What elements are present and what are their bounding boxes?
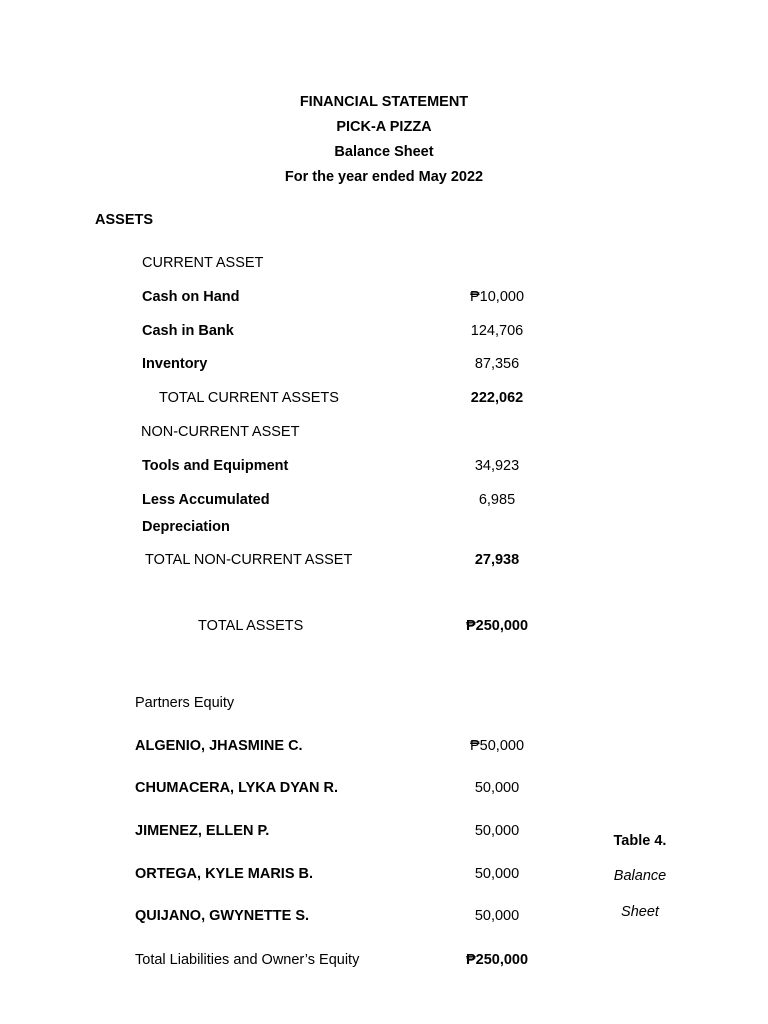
- row-value: 6,985: [478, 492, 516, 508]
- statement-title: FINANCIAL STATEMENT: [299, 94, 469, 110]
- partner-name: CHUMACERA, LYKA DYAN R.: [135, 780, 339, 796]
- company-name: PICK-A PIZZA: [336, 119, 432, 135]
- row-label: Tools and Equipment: [142, 458, 289, 474]
- row-label-line1: Less Accumulated: [142, 492, 270, 508]
- total-liabilities-equity-value: ₱250,000: [465, 952, 529, 968]
- total-noncurrent-value: 27,938: [474, 552, 520, 568]
- partner-value: 50,000: [474, 823, 520, 839]
- current-asset-heading: CURRENT ASSET: [142, 255, 264, 271]
- row-value: ₱10,000: [469, 289, 525, 305]
- row-value: 87,356: [474, 356, 520, 372]
- report-period: For the year ended May 2022: [284, 169, 484, 185]
- total-assets-value: ₱250,000: [465, 618, 529, 634]
- partner-name: ALGENIO, JHASMINE C.: [135, 738, 303, 754]
- row-label: Cash on Hand: [142, 289, 240, 305]
- row-label-line2: Depreciation: [142, 519, 230, 535]
- partner-value: 50,000: [474, 908, 520, 924]
- partner-value: ₱50,000: [469, 738, 525, 754]
- row-value: 124,706: [470, 323, 524, 339]
- partner-name: QUIJANO, GWYNETTE S.: [135, 908, 310, 924]
- row-value: 34,923: [474, 458, 520, 474]
- table-caption-line2: Sheet: [621, 904, 659, 920]
- total-liabilities-equity-label: Total Liabilities and Owner’s Equity: [135, 952, 360, 968]
- partner-value: 50,000: [474, 866, 520, 882]
- total-current-value: 222,062: [470, 390, 524, 406]
- partner-name: ORTEGA, KYLE MARIS B.: [135, 866, 314, 882]
- partners-equity-heading: Partners Equity: [135, 695, 235, 711]
- partner-name: JIMENEZ, ELLEN P.: [135, 823, 270, 839]
- table-caption-line1: Balance: [613, 868, 667, 884]
- noncurrent-asset-heading: NON-CURRENT ASSET: [141, 424, 300, 440]
- total-current-label: TOTAL CURRENT ASSETS: [159, 390, 339, 406]
- assets-heading: ASSETS: [95, 212, 154, 228]
- total-noncurrent-label: TOTAL NON-CURRENT ASSET: [145, 552, 353, 568]
- row-label: Inventory: [142, 356, 208, 372]
- table-caption-number: Table 4.: [613, 833, 667, 849]
- row-label: Cash in Bank: [142, 323, 234, 339]
- report-type: Balance Sheet: [334, 144, 434, 160]
- total-assets-label: TOTAL ASSETS: [198, 618, 304, 634]
- partner-value: 50,000: [474, 780, 520, 796]
